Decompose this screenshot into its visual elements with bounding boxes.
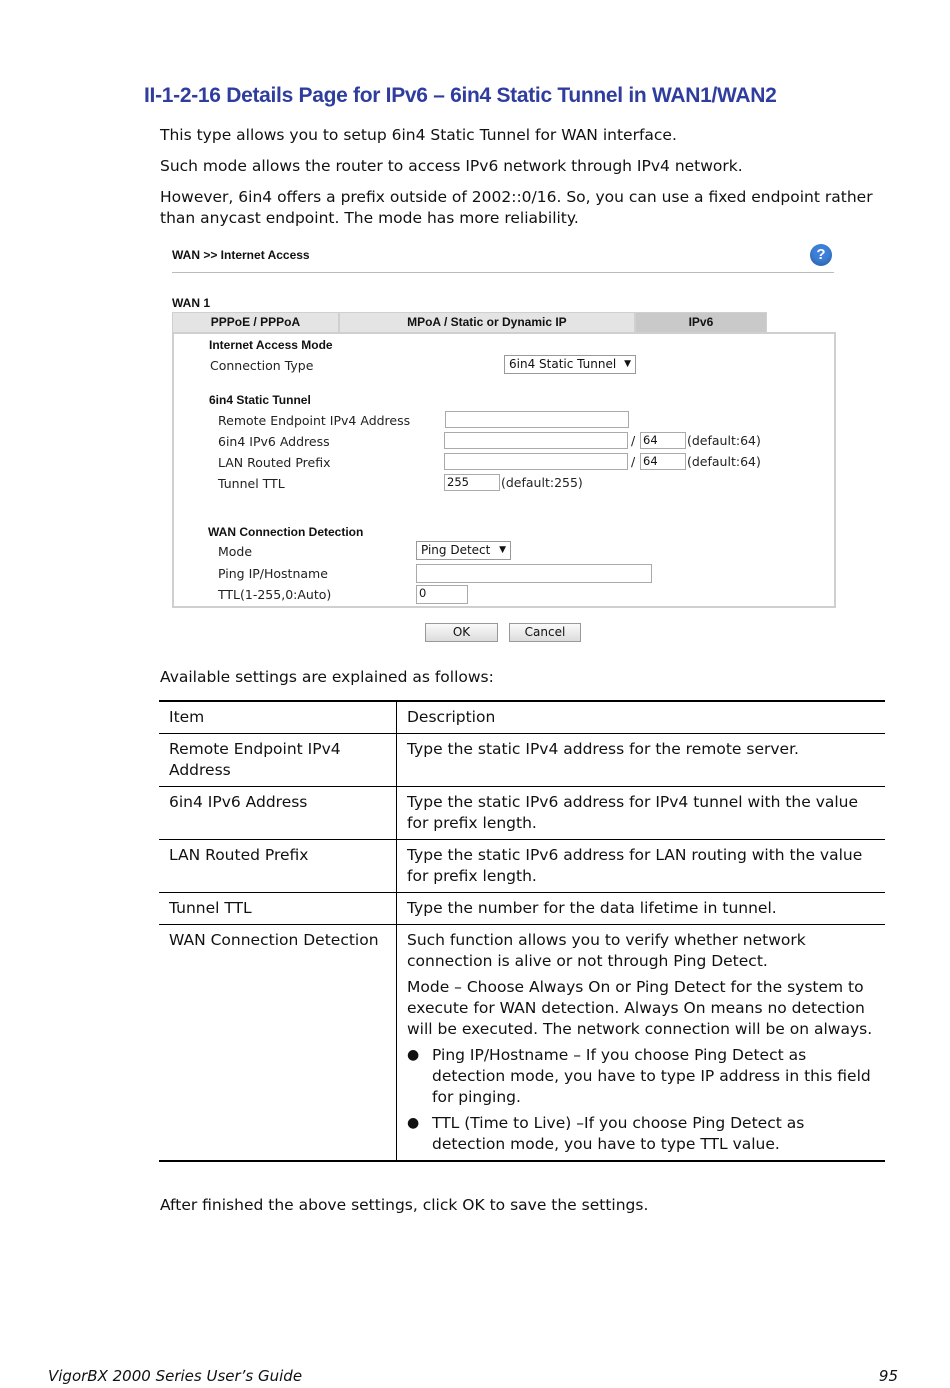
ping-hostname-label: Ping IP/Hostname (218, 566, 328, 581)
ttl-default-hint: (default:255) (501, 475, 583, 490)
bullet-icon: ● (407, 1047, 420, 1063)
wan-detection-description: Such function allows you to verify whether network connection is alive or not through Ping Detect. (407, 931, 806, 970)
table-cell-item: Remote Endpoint IPv4 Address (159, 734, 397, 787)
ok-button[interactable]: OK (425, 623, 498, 642)
table-cell-item: Tunnel TTL (159, 893, 397, 925)
table-cell-description: Type the number for the data lifetime in tunnel. (407, 899, 777, 917)
slash-separator: / (631, 433, 636, 448)
list-item (407, 1045, 875, 1108)
intro-paragraph-2: Such mode allows the router to access IPv6 network through IPv4 network. (160, 157, 743, 175)
table-header-description: Description (407, 708, 496, 726)
ipv6-address-input[interactable] (444, 432, 628, 449)
table-row (159, 925, 885, 1162)
table-header-item: Item (159, 701, 397, 734)
intro-paragraph-1: This type allows you to setup 6in4 Static Tunnel for WAN interface. (160, 126, 677, 144)
lan-default-hint: (default:64) (687, 454, 761, 469)
footer-guide-title: VigorBX 2000 Series User’s Guide (48, 1367, 303, 1385)
lan-routed-prefix-label: LAN Routed Prefix (218, 455, 331, 470)
available-settings-text: Available settings are explained as follows: (160, 668, 494, 686)
ipv6-address-label: 6in4 IPv6 Address (218, 434, 330, 449)
ttl-auto-input[interactable]: 0 (416, 585, 468, 604)
tab-bar (172, 312, 767, 332)
bullet-text: TTL (Time to Live) –If you choose Ping Detect as detection mode, you have to type TTL value. (432, 1114, 805, 1153)
section-internet-access-mode: Internet Access Mode (209, 338, 333, 352)
table-cell-description (397, 925, 886, 1162)
table-header-row (159, 701, 885, 734)
lan-routed-prefix-input[interactable] (444, 453, 628, 470)
mode-select[interactable]: Ping Detect ▼ (416, 541, 511, 560)
intro-paragraph-3: However, 6in4 offers a prefix outside of 2002::0/16. So, you can use a fixed endpoint rather than anycast endpoint. The mode has more reliability. (160, 188, 873, 227)
tab-ipv6[interactable]: IPv6 (635, 312, 767, 332)
connection-type-label: Connection Type (210, 358, 314, 373)
chevron-down-icon: ▼ (624, 359, 631, 369)
section-6in4-static-tunnel: 6in4 Static Tunnel (209, 393, 311, 407)
table-cell-item: 6in4 IPv6 Address (159, 787, 397, 840)
connection-type-select[interactable]: 6in4 Static Tunnel ▼ (504, 355, 636, 374)
remote-endpoint-label: Remote Endpoint IPv4 Address (218, 413, 411, 428)
table-row (159, 734, 885, 787)
help-icon[interactable]: ? (810, 244, 832, 266)
remote-endpoint-input[interactable] (445, 411, 629, 428)
section-wan-connection-detection: WAN Connection Detection (208, 525, 364, 539)
tab-pppoe[interactable]: PPPoE / PPPoA (172, 312, 339, 332)
table-row (159, 787, 885, 840)
router-screenshot (170, 238, 836, 648)
ttl-auto-label: TTL(1-255,0:Auto) (218, 587, 332, 602)
table-row (159, 893, 885, 925)
settings-table (159, 700, 885, 1162)
lan-prefix-length-input[interactable]: 64 (640, 453, 686, 470)
after-settings-text: After finished the above settings, click OK to save the settings. (160, 1196, 649, 1214)
table-cell-description: Type the static IPv4 address for the remote server. (407, 740, 799, 758)
table-cell-item: LAN Routed Prefix (159, 840, 397, 893)
cancel-button[interactable]: Cancel (509, 623, 581, 642)
ipv6-prefix-input[interactable]: 64 (640, 432, 686, 449)
mode-label: Mode (218, 544, 253, 559)
tunnel-ttl-label: Tunnel TTL (218, 476, 285, 491)
table-cell-item: WAN Connection Detection (159, 925, 397, 1162)
wan-label: WAN 1 (172, 296, 211, 310)
table-row (159, 840, 885, 893)
divider (172, 272, 834, 273)
slash-separator: / (631, 454, 636, 469)
bullet-icon: ● (407, 1115, 420, 1131)
tab-mpoa[interactable]: MPoA / Static or Dynamic IP (339, 312, 635, 332)
settings-form (172, 332, 836, 608)
mode-description: Mode – Choose Always On or Ping Detect for the system to execute for WAN detection. Always On means no detection will be executed. The network connection will be on always. (407, 978, 873, 1038)
list-item (407, 1113, 875, 1155)
tunnel-ttl-input[interactable]: 255 (444, 474, 500, 491)
ipv6-default-hint: (default:64) (687, 433, 761, 448)
section-heading: II-1-2-16 Details Page for IPv6 – 6in4 Static Tunnel in WAN1/WAN2 (144, 84, 777, 107)
chevron-down-icon: ▼ (499, 545, 506, 555)
table-cell-description: Type the static IPv6 address for LAN routing with the value for prefix length. (407, 846, 863, 885)
breadcrumb: WAN >> Internet Access (172, 248, 310, 262)
ping-hostname-input[interactable] (416, 564, 652, 583)
bullet-text: Ping IP/Hostname – If you choose Ping Detect as detection mode, you have to type IP address in this field for pinging. (432, 1046, 871, 1106)
page-number: 95 (878, 1367, 898, 1385)
table-cell-description: Type the static IPv6 address for IPv4 tunnel with the value for prefix length. (407, 793, 859, 832)
